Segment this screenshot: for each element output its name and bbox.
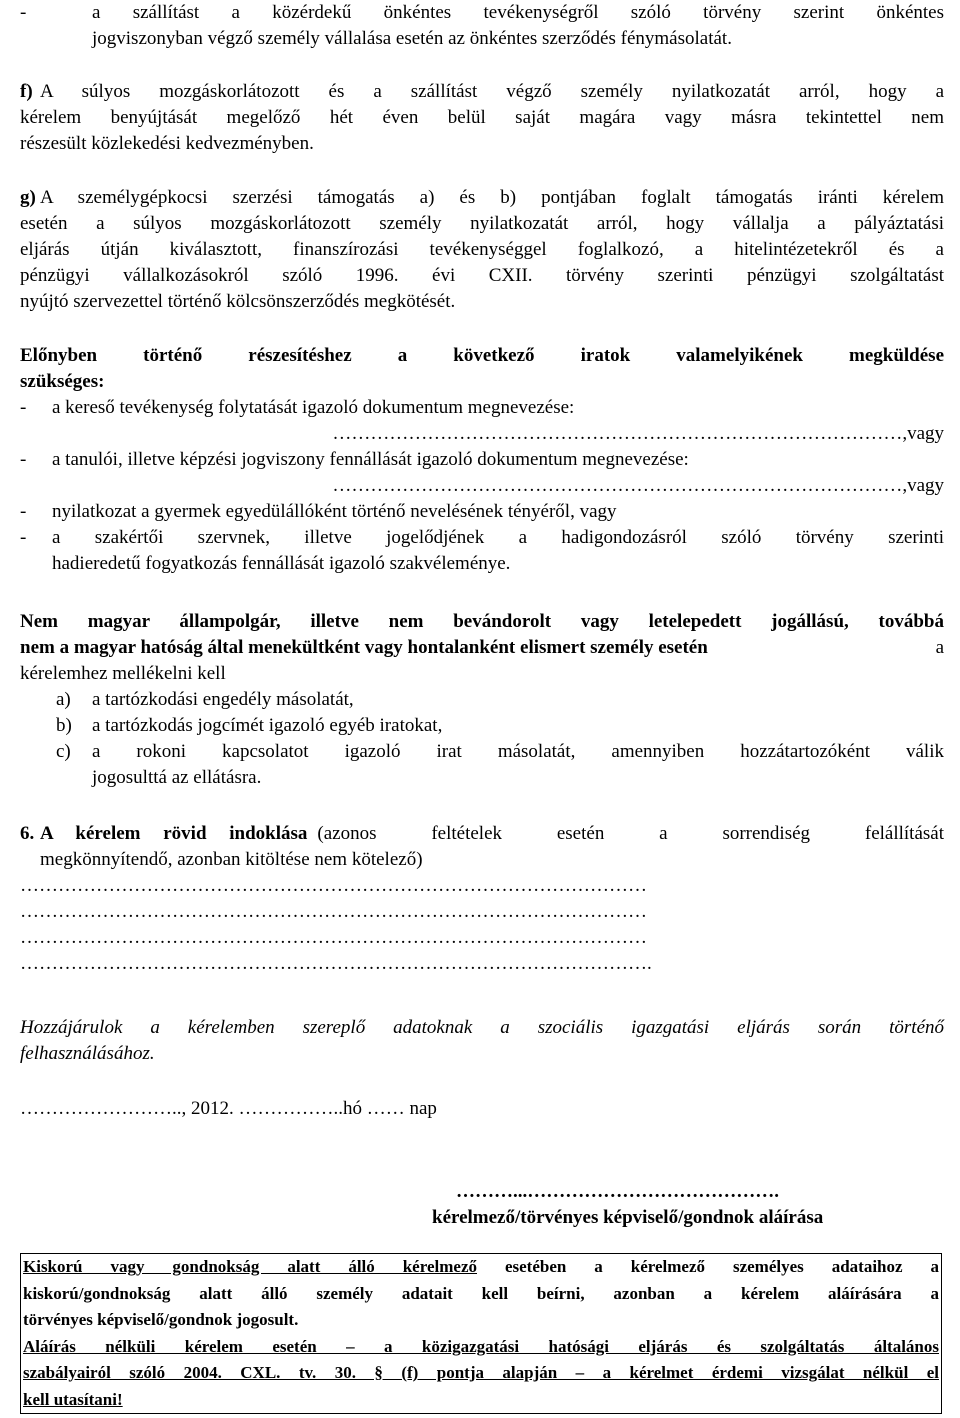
- list-dash: -: [20, 449, 27, 470]
- list-item: a tanulói, illetve képzési jogviszony fennállását igazoló dokumentum megnevezése:: [52, 449, 689, 470]
- text-line: Hozzájárulok a kérelemben szereplő adatoknak a szociális igazgatási eljárás során történő: [20, 1017, 944, 1038]
- foreign-section: [20, 609, 944, 791]
- list-item: hadieredetű fogyatkozás fennállását igazoló szakvéleménye.: [52, 553, 511, 574]
- text-line: A személygépkocsi szerzési támogatás a) és b) pontjában foglalt támogatás iránti kérelem: [40, 187, 944, 208]
- preference-section: [20, 343, 944, 577]
- foreign-heading: Nem magyar állampolgár, illetve nem bevándorolt vagy letelepedett jogállású, továbbá: [20, 611, 944, 632]
- reason-input-line[interactable]: ………………………………………………………………………………………: [20, 927, 647, 948]
- list-dash: -: [20, 501, 27, 522]
- text-line: jogviszonyban végző személy vállalása esetén az önkéntes szerződés fénymásolatát.: [92, 28, 732, 49]
- notice-text: törvényes képviselő/gondnok jogosult.: [23, 1310, 299, 1329]
- section-marker: f): [20, 81, 33, 102]
- list-item: a tartózkodási engedély másolatát,: [92, 689, 354, 710]
- dotted-blank: ………………………………………………………………………………: [332, 475, 903, 496]
- notice-text: kell utasítani!: [23, 1389, 123, 1409]
- text-line: megkönnyítendő, azonban kitöltése nem kötelező): [40, 849, 423, 870]
- reason-input-line[interactable]: ……………………………………………………………………………………….: [20, 953, 652, 974]
- text-line: kérelemhez mellékelni kell: [20, 663, 226, 684]
- notice-text: szabályairól szóló 2004. CXL. tv. 30. § (f) pontja alapján – a kérelmet érdemi vizsgálat nélkül el: [23, 1363, 939, 1382]
- text-line: a szállítást a közérdekű önkéntes tevékenységről szóló törvény szerint önkéntes: [92, 2, 944, 23]
- list-item: nyilatkozat a gyermek egyedülállóként történő nevelésének tényéről, vagy: [52, 501, 617, 522]
- fill-in-line[interactable]: [20, 421, 944, 447]
- list-item: a kereső tevékenység folytatását igazoló dokumentum megnevezése:: [52, 397, 575, 418]
- reason-input-line[interactable]: ………………………………………………………………………………………: [20, 875, 647, 896]
- text-line: kérelem benyújtását megelőző hét éven belül saját magára vagy másra tekintettel nem: [20, 107, 944, 128]
- list-item: a tartózkodás jogcímét igazoló egyéb iratokat,: [92, 715, 443, 736]
- section-number: 6.: [20, 823, 35, 844]
- signature-block: [20, 1179, 944, 1231]
- list-item: a rokoni kapcsolatot igazoló irat másolatát, amennyiben hozzátartozóként válik: [92, 741, 944, 762]
- reason-input-line[interactable]: ………………………………………………………………………………………: [20, 901, 647, 922]
- text-line: esetén a súlyos mozgáskorlátozott személy nyilatkozatát arról, hogy vállalja a pályáztatási: [20, 213, 944, 234]
- list-dash: -: [20, 397, 27, 418]
- consent-statement: [20, 1015, 944, 1067]
- section-title: A kérelem rövid indoklása: [40, 823, 308, 844]
- list-dash: -: [20, 2, 27, 23]
- notice-text: Aláírás nélküli kérelem esetén – a közigazgatási hatósági eljárás és szolgáltatás általános: [23, 1336, 939, 1356]
- dotted-blank: ………………………………………………………………………………: [332, 423, 903, 444]
- section-f: [20, 79, 944, 157]
- notice-underlined: Kiskorú vagy gondnokság alatt álló kérelmező: [23, 1257, 477, 1276]
- section-marker: g): [20, 187, 36, 208]
- text-line: pénzügyi vállalkozásokról szóló 1996. évi CXII. törvény szerinti pénzügyi szolgáltatást: [20, 265, 944, 286]
- text-fragment: a: [935, 637, 944, 658]
- notice-box: [20, 1253, 942, 1414]
- preference-heading: szükséges:: [20, 371, 105, 392]
- list-item: jogosulttá az ellátásra.: [92, 767, 262, 788]
- fill-in-line[interactable]: [20, 473, 944, 499]
- text-line: (azonos feltételek esetén a sorrendiség felállítását: [317, 823, 944, 844]
- notice-text: kiskorú/gondnokság alatt álló személy adatait kell beírni, azonban a kérelem aláírására a: [23, 1283, 939, 1303]
- signature-line[interactable]: ………...………………………………….: [456, 1181, 779, 1202]
- date-line[interactable]: …………………….., 2012. ……………..hó …… nap: [20, 1098, 437, 1119]
- suffix-text: ,vagy: [902, 423, 944, 444]
- foreign-heading: nem a magyar hatóság által menekültként vagy hontalanként elismert személy esetén: [20, 637, 708, 658]
- list-marker: a): [56, 689, 71, 710]
- text-line: felhasználásához.: [20, 1043, 155, 1064]
- list-dash: -: [20, 527, 27, 548]
- text-line: A súlyos mozgáskorlátozott és a szállítást végző személy nyilatkozatát arról, hogy a: [40, 81, 944, 102]
- text-line: részesült közlekedési kedvezményben.: [20, 133, 314, 154]
- signature-caption: kérelmező/törvényes képviselő/gondnok aláírása: [432, 1207, 824, 1228]
- notice-text: esetében a kérelmező személyes adataihoz a: [504, 1257, 940, 1276]
- preference-heading: Előnyben történő részesítéshez a következő iratok valamelyikének megküldése: [20, 345, 944, 366]
- text-line: nyújtó szervezettel történő kölcsönszerződés megkötését.: [20, 291, 456, 312]
- text-line: eljárás útján kiválasztott, finanszírozási tevékenységgel foglalkozó, a hitelintézetekről és a: [20, 239, 944, 260]
- section-e-continuation: [20, 0, 944, 52]
- section-6: [20, 821, 944, 977]
- list-marker: b): [56, 715, 72, 736]
- section-g: [20, 185, 944, 315]
- suffix-text: ,vagy: [902, 475, 944, 496]
- list-marker: c): [56, 741, 71, 762]
- list-item: a szakértői szervnek, illetve jogelődjének a hadigondozásról szóló törvény szerinti: [52, 527, 944, 548]
